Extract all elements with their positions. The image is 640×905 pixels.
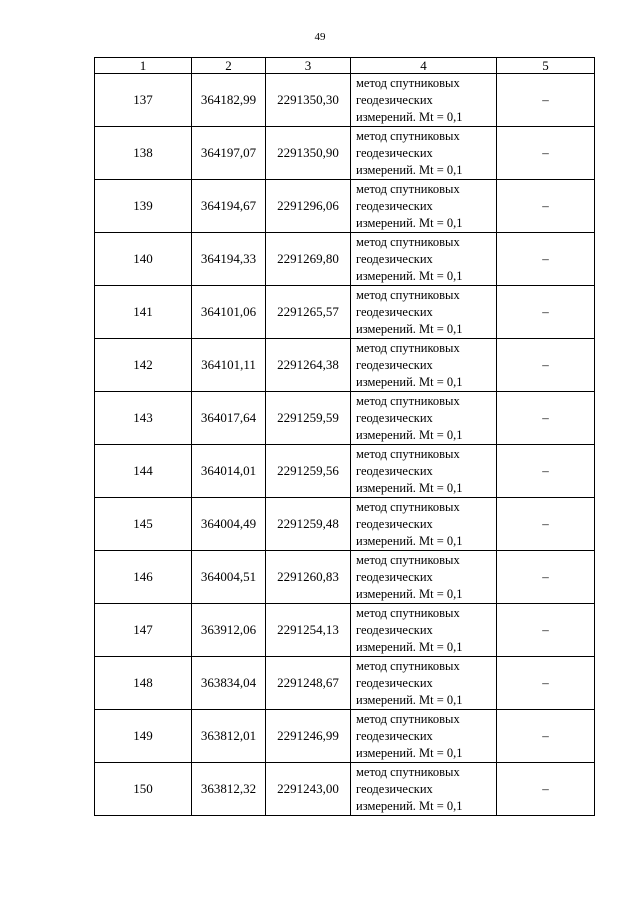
table-row: [95, 180, 595, 233]
point-number-cell: 144: [95, 445, 192, 498]
method-cell: [351, 392, 497, 445]
method-text-line: геодезических: [356, 198, 433, 213]
y-coordinate-cell: 2291264,38: [266, 339, 351, 392]
method-cell: [351, 763, 497, 816]
method-text-line: метод спутниковых: [356, 75, 460, 90]
point-number-cell: 147: [95, 604, 192, 657]
method-text-line: геодезических: [356, 569, 433, 584]
note-cell: –: [497, 233, 595, 286]
note-cell: –: [497, 180, 595, 233]
method-text-line: геодезических: [356, 622, 433, 637]
method-text-line: метод спутниковых: [356, 711, 460, 726]
y-coordinate-cell: 2291265,57: [266, 286, 351, 339]
method-text-line: геодезических: [356, 728, 433, 743]
table-row: [95, 233, 595, 286]
y-coordinate-cell: 2291259,56: [266, 445, 351, 498]
method-text-line: измерений. Mt = 0,1: [356, 533, 463, 548]
table-row: [95, 445, 595, 498]
table-header-row: [95, 58, 595, 74]
method-text-line: измерений. Mt = 0,1: [356, 374, 463, 389]
method-text-line: метод спутниковых: [356, 552, 460, 567]
method-cell: [351, 127, 497, 180]
table-row: [95, 498, 595, 551]
method-cell: [351, 74, 497, 127]
method-text-line: измерений. Mt = 0,1: [356, 798, 463, 813]
point-number-cell: 143: [95, 392, 192, 445]
column-header: 1: [95, 58, 192, 74]
note-cell: –: [497, 498, 595, 551]
method-cell: [351, 180, 497, 233]
method-text-line: метод спутниковых: [356, 287, 460, 302]
point-number-cell: 145: [95, 498, 192, 551]
table-row: [95, 127, 595, 180]
note-cell: –: [497, 657, 595, 710]
coordinates-table: [94, 57, 595, 816]
method-text-line: геодезических: [356, 251, 433, 266]
method-text-line: метод спутниковых: [356, 605, 460, 620]
method-text-line: геодезических: [356, 145, 433, 160]
method-text-line: метод спутниковых: [356, 499, 460, 514]
method-cell: [351, 233, 497, 286]
note-cell: –: [497, 339, 595, 392]
y-coordinate-cell: 2291254,13: [266, 604, 351, 657]
method-text-line: измерений. Mt = 0,1: [356, 109, 463, 124]
table-row: [95, 604, 595, 657]
table-row: [95, 286, 595, 339]
note-cell: –: [497, 127, 595, 180]
x-coordinate-cell: 364101,11: [192, 339, 266, 392]
x-coordinate-cell: 364004,51: [192, 551, 266, 604]
table-row: [95, 339, 595, 392]
method-text-line: метод спутниковых: [356, 446, 460, 461]
method-text-line: метод спутниковых: [356, 128, 460, 143]
x-coordinate-cell: 364101,06: [192, 286, 266, 339]
point-number-cell: 149: [95, 710, 192, 763]
x-coordinate-cell: 364194,33: [192, 233, 266, 286]
method-text-line: метод спутниковых: [356, 234, 460, 249]
method-cell: [351, 710, 497, 763]
note-cell: –: [497, 286, 595, 339]
note-cell: –: [497, 763, 595, 816]
method-text-line: измерений. Mt = 0,1: [356, 745, 463, 760]
column-header: 5: [497, 58, 595, 74]
point-number-cell: 148: [95, 657, 192, 710]
note-cell: –: [497, 710, 595, 763]
x-coordinate-cell: 364017,64: [192, 392, 266, 445]
method-text-line: геодезических: [356, 516, 433, 531]
table-body: [95, 58, 595, 816]
method-text-line: измерений. Mt = 0,1: [356, 480, 463, 495]
method-cell: [351, 445, 497, 498]
y-coordinate-cell: 2291269,80: [266, 233, 351, 286]
y-coordinate-cell: 2291248,67: [266, 657, 351, 710]
x-coordinate-cell: 364014,01: [192, 445, 266, 498]
method-text-line: измерений. Mt = 0,1: [356, 268, 463, 283]
x-coordinate-cell: 363912,06: [192, 604, 266, 657]
method-text-line: геодезических: [356, 781, 433, 796]
y-coordinate-cell: 2291259,48: [266, 498, 351, 551]
table-row: [95, 392, 595, 445]
method-text-line: геодезических: [356, 463, 433, 478]
x-coordinate-cell: 363812,32: [192, 763, 266, 816]
method-text-line: измерений. Mt = 0,1: [356, 639, 463, 654]
table-row: [95, 551, 595, 604]
method-text-line: геодезических: [356, 357, 433, 372]
method-text-line: измерений. Mt = 0,1: [356, 586, 463, 601]
x-coordinate-cell: 364194,67: [192, 180, 266, 233]
y-coordinate-cell: 2291260,83: [266, 551, 351, 604]
table-row: [95, 710, 595, 763]
note-cell: –: [497, 392, 595, 445]
method-cell: [351, 339, 497, 392]
method-cell: [351, 604, 497, 657]
column-header: 2: [192, 58, 266, 74]
method-text-line: измерений. Mt = 0,1: [356, 162, 463, 177]
method-cell: [351, 657, 497, 710]
point-number-cell: 140: [95, 233, 192, 286]
note-cell: –: [497, 551, 595, 604]
y-coordinate-cell: 2291246,99: [266, 710, 351, 763]
method-text-line: метод спутниковых: [356, 764, 460, 779]
method-cell: [351, 551, 497, 604]
method-text-line: метод спутниковых: [356, 181, 460, 196]
x-coordinate-cell: 363812,01: [192, 710, 266, 763]
method-text-line: геодезических: [356, 92, 433, 107]
method-text-line: геодезических: [356, 304, 433, 319]
point-number-cell: 150: [95, 763, 192, 816]
method-text-line: измерений. Mt = 0,1: [356, 692, 463, 707]
table-row: [95, 763, 595, 816]
method-text-line: геодезических: [356, 410, 433, 425]
column-header: 3: [266, 58, 351, 74]
note-cell: –: [497, 445, 595, 498]
page-number: 49: [314, 31, 326, 43]
column-header: 4: [351, 58, 497, 74]
method-text-line: метод спутниковых: [356, 340, 460, 355]
point-number-cell: 139: [95, 180, 192, 233]
method-text-line: измерений. Mt = 0,1: [356, 321, 463, 336]
x-coordinate-cell: 363834,04: [192, 657, 266, 710]
point-number-cell: 138: [95, 127, 192, 180]
y-coordinate-cell: 2291350,90: [266, 127, 351, 180]
note-cell: –: [497, 74, 595, 127]
point-number-cell: 142: [95, 339, 192, 392]
x-coordinate-cell: 364182,99: [192, 74, 266, 127]
x-coordinate-cell: 364197,07: [192, 127, 266, 180]
method-cell: [351, 286, 497, 339]
point-number-cell: 141: [95, 286, 192, 339]
method-text-line: метод спутниковых: [356, 393, 460, 408]
y-coordinate-cell: 2291296,06: [266, 180, 351, 233]
y-coordinate-cell: 2291350,30: [266, 74, 351, 127]
method-cell: [351, 498, 497, 551]
method-text-line: измерений. Mt = 0,1: [356, 427, 463, 442]
table-row: [95, 657, 595, 710]
point-number-cell: 146: [95, 551, 192, 604]
y-coordinate-cell: 2291259,59: [266, 392, 351, 445]
note-cell: –: [497, 604, 595, 657]
method-text-line: метод спутниковых: [356, 658, 460, 673]
method-text-line: геодезических: [356, 675, 433, 690]
y-coordinate-cell: 2291243,00: [266, 763, 351, 816]
x-coordinate-cell: 364004,49: [192, 498, 266, 551]
point-number-cell: 137: [95, 74, 192, 127]
table-row: [95, 74, 595, 127]
method-text-line: измерений. Mt = 0,1: [356, 215, 463, 230]
